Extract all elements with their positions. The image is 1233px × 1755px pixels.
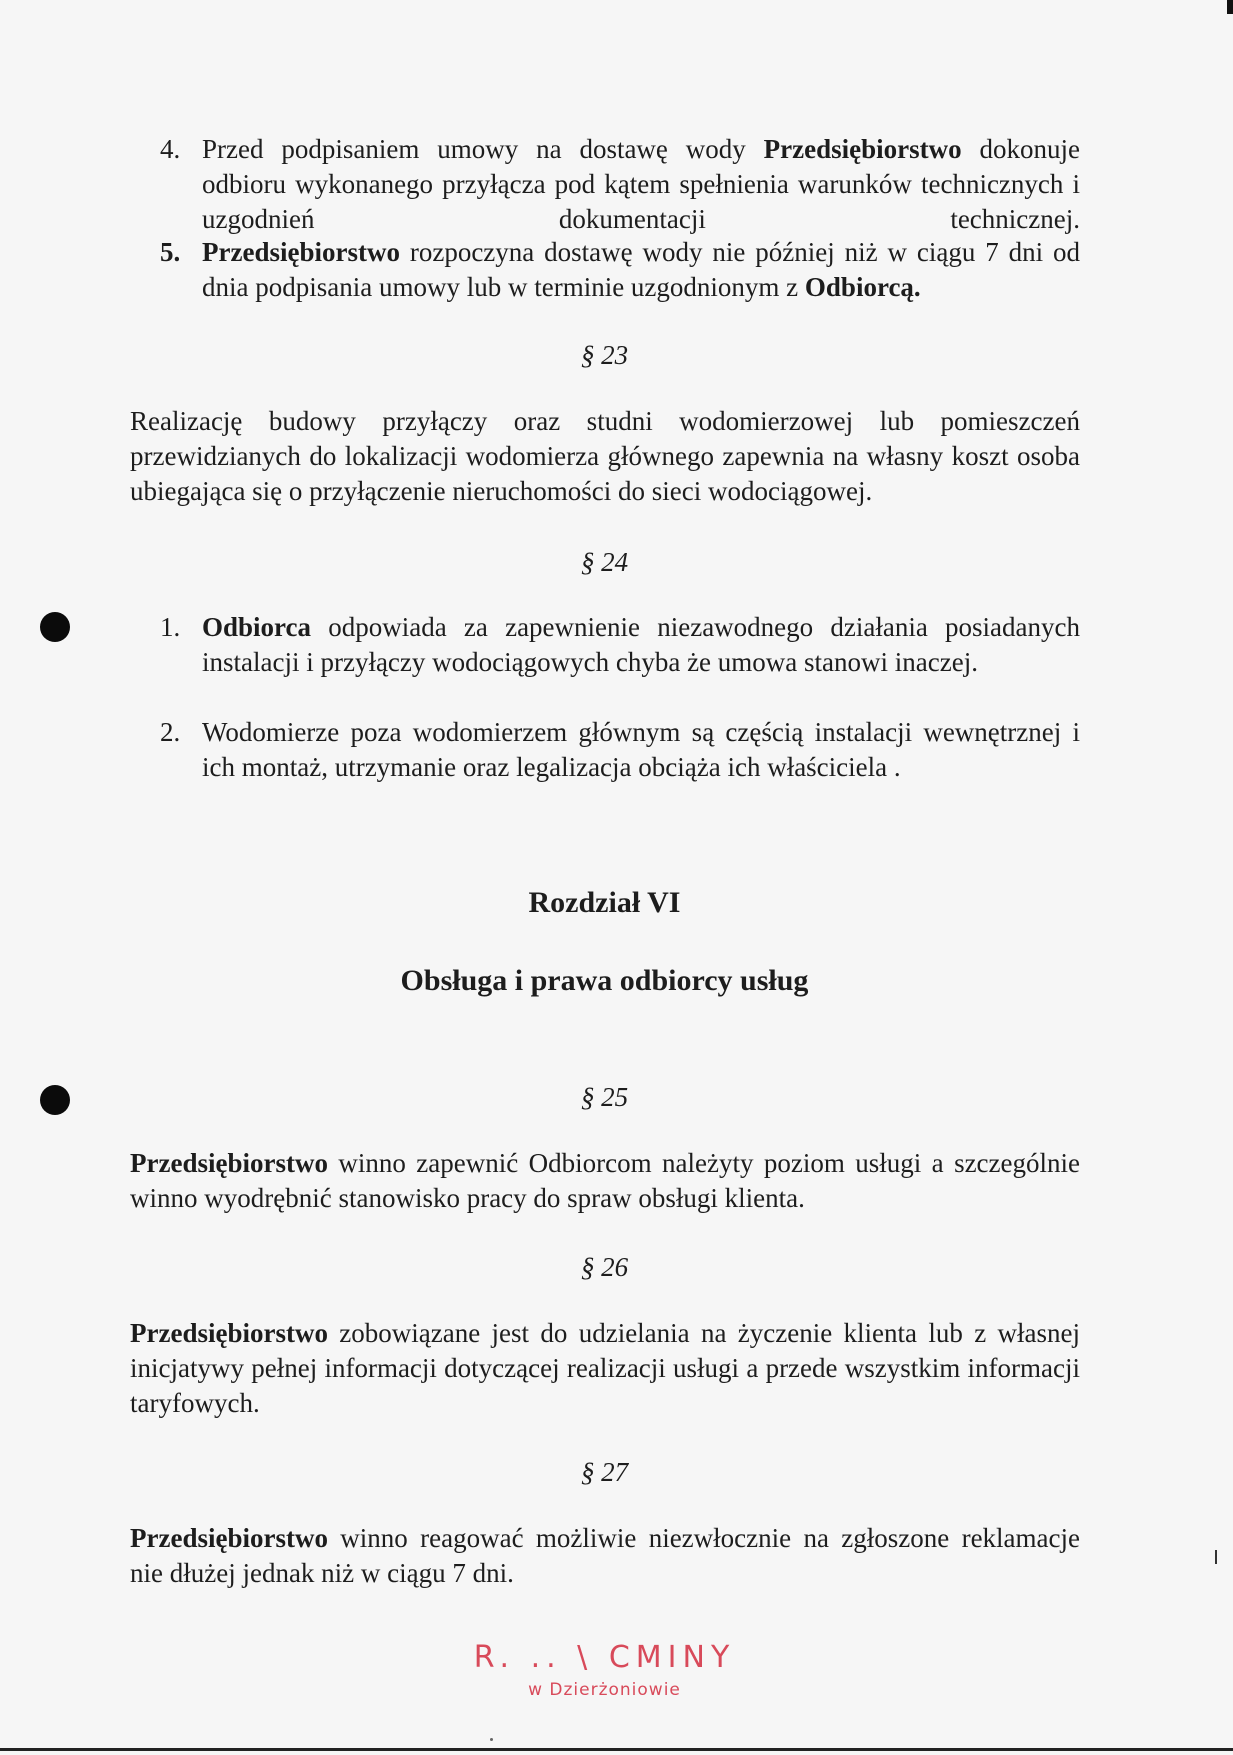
text-run: zobowiązane jest do udzielania na życzenie klienta lub z własnej inicjatywy pełnej informacji dotyczącej realizacji usługi a przede wszystkim informacji taryfowych.: [130, 1318, 1080, 1418]
stamp-line-1: R. .. \ CMINY: [473, 1640, 736, 1675]
list-number: 4.: [160, 134, 181, 164]
bold-term: Przedsiębiorstwo: [130, 1148, 328, 1178]
text-run: Przed podpisaniem umowy na dostawę wody: [202, 134, 764, 164]
chapter-title: Rozdział VI: [528, 886, 681, 919]
bold-term: Przedsiębiorstwo: [202, 237, 400, 267]
paragraph-25: [130, 1146, 1080, 1216]
stamp-line-2: w Dzierżoniowie: [528, 1680, 681, 1700]
section-sign-23: § 23: [580, 340, 629, 370]
text-run: dokonuje odbioru wykonanego przyłącza pod kątem spełnienia warunków technicznych i uzgodnień dokumentacji technicznej.: [202, 134, 1080, 234]
paragraph-27: [130, 1521, 1080, 1591]
text-run: winno reagować możliwie niezwłocznie na zgłoszone reklamacje nie dłużej jednak niż w ciągu 7 dni.: [130, 1523, 1080, 1588]
list-item-text: [202, 132, 1080, 237]
list-item-text: [202, 610, 1080, 680]
section-sign-24: § 24: [580, 547, 629, 577]
scan-mark: [1215, 1550, 1217, 1564]
punch-hole-top: [40, 612, 70, 642]
list-number: 2.: [160, 717, 181, 747]
section-sign-27: § 27: [580, 1457, 629, 1487]
text-run: rozpoczyna dostawę wody nie później niż w ciągu 7 dni od dnia podpisania umowy lub w terminie uzgodnionym z: [202, 237, 1080, 302]
bold-term: Przedsiębiorstwo: [130, 1523, 328, 1553]
section-sign-26: § 26: [580, 1252, 629, 1282]
text-run: winno zapewnić Odbiorcom należyty poziom usługi a szczególnie winno wyodrębnić stanowisko pracy do spraw obsługi klienta.: [130, 1148, 1080, 1213]
chapter-subtitle: Obsługa i prawa odbiorcy usług: [400, 964, 809, 997]
list-number: 5.: [160, 237, 181, 267]
scan-edge-mark: [1227, 0, 1233, 14]
bold-term: Przedsiębiorstwo: [763, 134, 962, 164]
paragraph-26: [130, 1316, 1080, 1421]
section-sign-25: § 25: [580, 1082, 629, 1112]
list-number: 1.: [160, 612, 181, 642]
list-item-text: Wodomierze poza wodomierzem głównym są częścią instalacji wewnętrznej i ich montaż, utrzymanie oraz legalizacja obciąża ich właściciela .: [202, 717, 1080, 782]
bold-term: Przedsiębiorstwo: [130, 1318, 328, 1348]
bottom-edge-line: [0, 1748, 1233, 1751]
bold-term: Odbiorcą.: [804, 272, 921, 302]
paragraph-23: Realizację budowy przyłączy oraz studni wodomierzowej lub pomieszczeń przewidzianych do lokalizacji wodomierza głównego zapewnia na własny koszt osoba ubiegająca się o przyłączenie nieruchomości do sieci wodociągowej.: [130, 406, 1080, 506]
scan-speck: [490, 1738, 493, 1741]
list-item-text: [202, 235, 1080, 305]
text-run: odpowiada za zapewnienie niezawodnego działania posiadanych instalacji i przyłączy wodociągowych chyba że umowa stanowi inaczej.: [202, 612, 1080, 677]
bold-term: Odbiorca: [202, 612, 312, 642]
